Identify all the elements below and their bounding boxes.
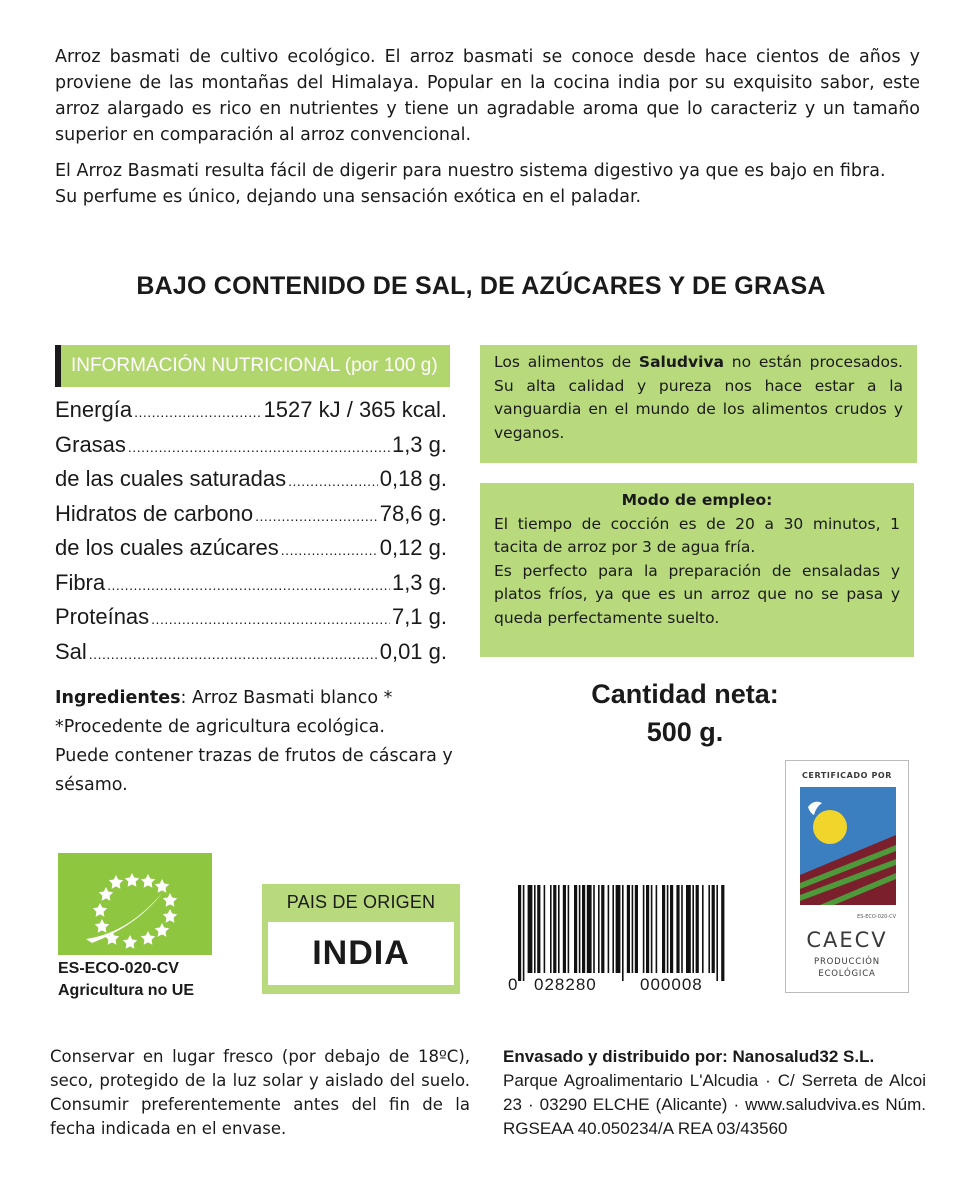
- barcode-bar: [528, 885, 533, 973]
- saludviva-prefix: Los alimentos de: [494, 353, 639, 371]
- barcode-bar: [550, 885, 552, 973]
- usage-box: [480, 483, 914, 657]
- barcode-bar: [681, 885, 683, 973]
- barcode-bar: [622, 885, 624, 981]
- nutrition-title: INFORMACIÓN NUTRICIONAL (por 100 g): [55, 345, 450, 387]
- nutrition-label: de los cuales azúcares: [55, 535, 279, 560]
- barcode-bar: [601, 885, 604, 973]
- nutrition-label: Proteínas: [55, 604, 150, 629]
- barcode-bar: [587, 885, 592, 973]
- barcode-bar: [627, 885, 630, 973]
- barcode-bar: [721, 885, 724, 981]
- country-of-origin: [262, 884, 460, 994]
- usage-title: Modo de empleo:: [621, 491, 773, 509]
- usage-paragraph-1: El tiempo de cocción es de 20 a 30 minutos, 1 tacita de arroz por 3 de agua fría.: [494, 514, 900, 556]
- net-quantity-label: Cantidad neta:: [591, 679, 779, 709]
- barcode-bar: [563, 885, 566, 973]
- allergens-note: Puede contener trazas de frutos de cáscara y sésamo.: [55, 746, 453, 795]
- barcode-bar: [518, 885, 521, 981]
- nutrition-value: 7,1 g.: [391, 604, 447, 629]
- ingredients-block: [55, 684, 465, 800]
- nutrition-label: Sal: [55, 638, 87, 664]
- nutrition-row-fiber: [55, 570, 447, 605]
- barcode-bar: [712, 885, 715, 973]
- dot-leader: [134, 404, 261, 420]
- barcode-bar: [686, 885, 691, 973]
- barcode: [508, 885, 730, 1000]
- barcode-digit-group-2: 000008: [640, 975, 703, 994]
- barcode-digit-group-1: 028280: [534, 975, 597, 994]
- dot-leader: [255, 508, 378, 524]
- barcode-bar: [667, 885, 669, 973]
- barcode-bar: [553, 885, 556, 973]
- barcode-bar: [702, 885, 704, 973]
- nutrition-value: 0,18 g.: [379, 466, 447, 491]
- nutrition-value: 1,3 g.: [391, 569, 447, 595]
- dot-leader: [107, 577, 390, 593]
- eu-control-code: ES-ECO-020-CV: [58, 960, 179, 977]
- nutrition-value: 1,3 g.: [391, 431, 447, 457]
- nutrition-label: Grasas: [55, 431, 126, 457]
- nutrition-value: 0,12 g.: [379, 535, 447, 560]
- dot-leader: [128, 439, 390, 455]
- ingredients-line: [55, 684, 465, 713]
- caecv-certification-logo: [785, 760, 909, 993]
- barcode-bar: [598, 885, 600, 973]
- barcode-digit-first: 0: [508, 975, 519, 994]
- caecv-subtitle-line-1: PRODUCCIÓN: [814, 957, 880, 967]
- nutrition-value: 78,6 g.: [379, 500, 447, 526]
- nutrition-row-salt: [55, 639, 447, 674]
- barcode-bar: [670, 885, 673, 973]
- barcode-bar: [534, 885, 536, 973]
- saludviva-info-box: [480, 345, 917, 463]
- barcode-icon: [518, 885, 728, 981]
- barcode-bar: [608, 885, 610, 973]
- dot-leader: [288, 473, 378, 489]
- barcode-bar: [676, 885, 679, 973]
- nutrition-row-saturated: [55, 466, 447, 501]
- barcode-bar: [662, 885, 665, 973]
- barcode-bar: [537, 885, 540, 973]
- nutrition-value: 0,01 g.: [379, 638, 447, 664]
- net-quantity: [520, 675, 850, 751]
- nutrition-label: Hidratos de carbono: [55, 500, 254, 526]
- barcode-bar: [616, 885, 621, 973]
- ingredients-text: : Arroz Basmati blanco *: [180, 688, 393, 708]
- nutrition-row-fat: [55, 432, 447, 467]
- nutrition-label: Fibra: [55, 569, 106, 595]
- barcode-bar: [558, 885, 560, 973]
- dot-leader: [151, 611, 390, 627]
- description-paragraph-2: El Arroz Basmati resulta fácil de digerir para nuestro sistema digestivo ya que es bajo en fibra.: [55, 161, 886, 181]
- barcode-bar: [574, 885, 577, 973]
- caecv-subtitle: [786, 956, 908, 980]
- eu-organic-code: [58, 958, 278, 1002]
- certified-by-label: CERTIFICADO POR: [801, 771, 893, 780]
- nutrition-label: Energía: [55, 397, 133, 422]
- barcode-bar: [523, 885, 525, 981]
- barcode-bar: [696, 885, 699, 973]
- barcode-bar: [692, 885, 694, 973]
- origin-value: INDIA: [268, 922, 454, 985]
- distributor-address: Parque Agroalimentario L'Alcudia · C/ Serreta de Alcoi 23 · 03290 ELCHE (Alicante) · www.saludviva.es Núm. RGSEAA 40.050234/A REA 03/43560: [503, 1071, 926, 1138]
- saludviva-brand: Saludviva: [638, 353, 724, 371]
- barcode-bar: [568, 885, 570, 973]
- storage-instructions: Conservar en lugar fresco (por debajo de 18ºC), seco, protegido de la luz solar y aislado del suelo. Consumir preferentemente antes del fin de la fecha indicada en el envase.: [50, 1047, 470, 1138]
- barcode-bar: [544, 885, 546, 973]
- description-paragraph-3: Su perfume es único, dejando una sensación exótica en el paladar.: [55, 187, 642, 207]
- product-description: [55, 44, 920, 210]
- barcode-bar: [635, 885, 638, 973]
- distributor-info: [503, 1045, 926, 1141]
- eu-agriculture-origin: Agricultura no UE: [58, 982, 195, 999]
- caecv-code: ES-ECO-020-CV: [857, 914, 896, 920]
- origin-label: PAIS DE ORIGEN: [286, 892, 436, 912]
- caecv-subtitle-line-2: ECOLÓGICA: [818, 969, 876, 979]
- nutrition-row-sugars: [55, 535, 447, 570]
- barcode-bar: [646, 885, 649, 973]
- dot-leader: [89, 646, 378, 662]
- nutrition-row-protein: [55, 604, 447, 639]
- description-paragraph-1: Arroz basmati de cultivo ecológico. El arroz basmati se conoce desde hace cientos de años y proviene de las montañas del Himalaya. Popular en la cocina india por su exquisito sabor, este arroz alargado es rico en nutrientes y tiene un agradable aroma que lo caracteriz y un tamaño superior en comparación al arroz convencional.: [55, 47, 920, 145]
- headline-claim: BAJO CONTENIDO DE SAL, DE AZÚCARES Y DE GRASA: [136, 272, 826, 300]
- dot-leader: [281, 542, 378, 558]
- barcode-bar: [651, 885, 653, 973]
- barcode-bar: [582, 885, 585, 973]
- nutrition-label: de las cuales saturadas: [55, 466, 287, 491]
- eu-organic-logo: [58, 853, 212, 955]
- ingredients-label: Ingredientes: [55, 688, 181, 708]
- ingredients-note: *Procedente de agricultura ecológica.: [55, 717, 385, 737]
- nutrition-row-carbs: [55, 501, 447, 536]
- caecv-certification-icon: [800, 787, 896, 927]
- barcode-bar: [632, 885, 634, 973]
- usage-paragraph-2: Es perfecto para la preparación de ensaladas y platos fríos, ya que es un arroz que no se pasa y queda perfectamente suelto.: [494, 561, 900, 627]
- barcode-bar: [593, 885, 595, 973]
- barcode-bar: [579, 885, 581, 973]
- nutrition-row-energy: [55, 397, 447, 432]
- barcode-bar: [708, 885, 710, 973]
- eu-organic-leaf-icon: [58, 853, 212, 955]
- caecv-name: CAECV: [806, 928, 888, 952]
- barcode-bar: [716, 885, 718, 981]
- distributor-label: Envasado y distribuido por: Nanosalud32 S.L.: [503, 1047, 875, 1066]
- barcode-bar: [643, 885, 645, 973]
- nutrition-table: [55, 397, 447, 673]
- net-quantity-value: 500 g.: [646, 717, 724, 747]
- barcode-bar: [612, 885, 614, 973]
- barcode-bar: [656, 885, 658, 973]
- nutrition-value: 1527 kJ / 365 kcal.: [263, 397, 447, 422]
- saludviva-suffix: no están procesados. Su alta calidad y pureza nos hace estar a la vanguardia en el mundo de los alimentos crudos y veganos.: [494, 353, 903, 442]
